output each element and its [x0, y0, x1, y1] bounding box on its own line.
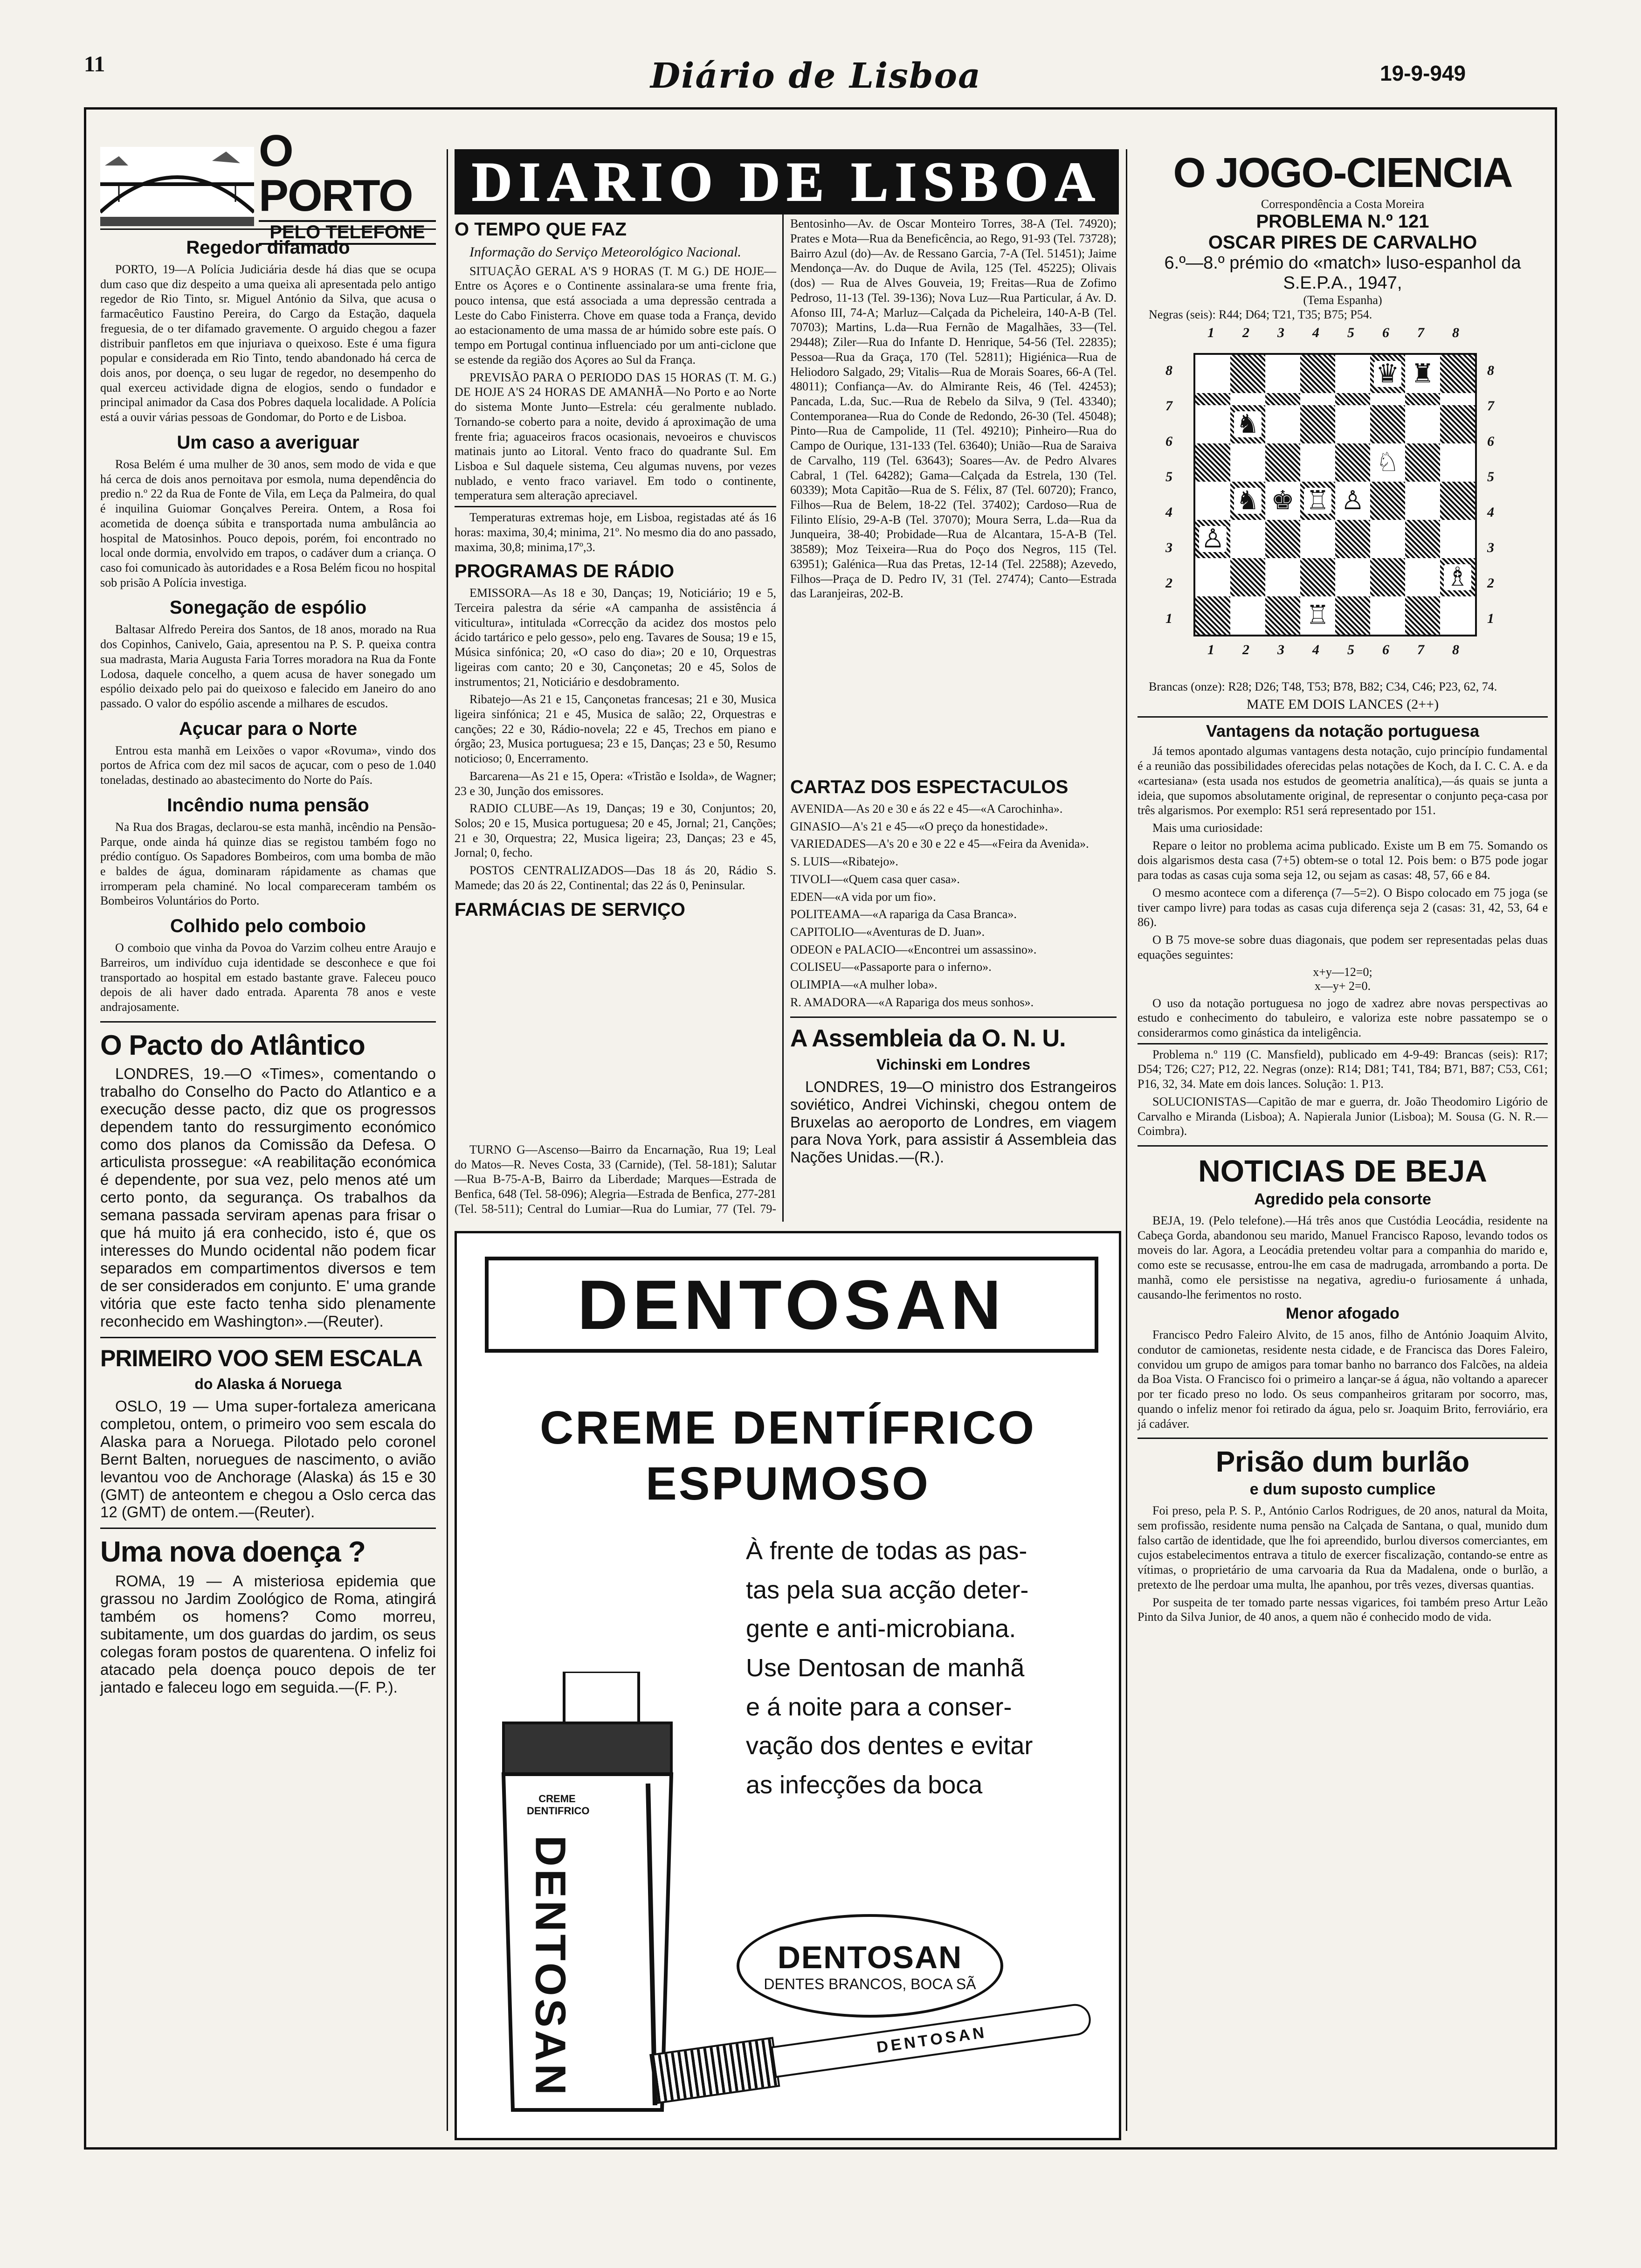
chess-square — [1300, 355, 1335, 393]
divider — [1138, 1043, 1548, 1044]
xadrez-title: O JOGO-CIENCIA — [1173, 150, 1512, 196]
chess-square — [1230, 520, 1265, 558]
chess-square — [1265, 558, 1300, 596]
radio-para-4: RADIO CLUBE—As 19, Danças; 19 e 30, Conjuntos; 20, Solos; 20 e 15, Musica portuguesa; 20 e 45, Jornal; 21, Canções; 21 e 30, Orquestra; 22, Musica ligeira; 23, Danças; 23 e 45, Jornal; 0, fecho. — [455, 802, 776, 860]
radio-title: PROGRAMAS DE RÁDIO — [455, 561, 675, 582]
chess-square — [1405, 393, 1440, 405]
ad-brand-banner — [485, 1257, 1098, 1353]
chess-square — [1195, 393, 1230, 405]
xadrez-byline: Correspondência a Costa Moreira — [1261, 197, 1425, 211]
chess-square — [1440, 558, 1475, 596]
ad-headline-2: ESPUMOSO — [646, 1458, 930, 1510]
chess-square — [1370, 355, 1405, 393]
porto-body-1: PORTO, 19—A Polícia Judiciária desde há dias que se ocupa dum caso que diz despeito a uma queixa ali apresentada pelo antigo regedor de Rio Tinto, sr. Miguel António da Silva, que acusa o farmacêutico Faustino Pereira, do Cargo da Estação, daquela freguesia, de o ter difamado gravemente. O arguido chegou a fazer distribuir panfletos em que injuriava o queixoso. Este é uma figura popular e considerada em Rio Tinto, tendo abandonado há cerca de dois anos, por doença, o seu lugar de regedor, no desempenho do qual exerceu actividade digna de elogios, sendo o fundador e principal animador da Casa dos Pobres daquela localidade. A Polícia está a ouvir várias pessoas de Gondomar, do Porto e de Lisboa. — [100, 263, 436, 424]
chess-square — [1265, 393, 1300, 405]
file-labels-top — [1193, 325, 1473, 341]
chess-square — [1300, 520, 1335, 558]
radio-para-1: EMISSORA—As 18 e 30, Danças; 19, Noticiário; 19 e 5, Terceira palestra da série «A campanha de assistência á viticultura», intitulada «Correcção da acidez dos mostos pelo ácido tartárico e pelo gesso», pelo eng. Tavares de Sousa; 19 e 15, Música sinfónica; 20, «O caso do dia»; 20 e 10, Orquestras ligeiras com canto; 20 e 30, Cançonetas; 20 e 45, Solos de instrumentos; 21, Noticiário e desdobramento. — [455, 586, 776, 689]
beja-title: NOTICIAS DE BEJA — [1198, 1153, 1487, 1188]
chess-square — [1440, 520, 1475, 558]
voo-subtitle: do Alaska á Noruega — [194, 1375, 342, 1392]
chess-square — [1265, 405, 1300, 443]
porto-body-6: O comboio que vinha da Povoa do Varzim colheu entre Araujo e Barreiros, um indivíduo cuja identidade se desconhece e que foi transportado ao hospital em estado bastante grave. Faleceu pouco depois de ali haver dado entrada. Aparenta 78 anos e veste andrajosamente. — [100, 941, 436, 1014]
ad-copy-line: À frente de todas as pas- — [746, 1537, 1027, 1565]
rank-label: 1 — [1165, 610, 1172, 626]
chess-piece-icon: ♚ — [1269, 488, 1296, 514]
equation-2: x—y+ 2=0. — [1314, 979, 1371, 993]
rank-label: 1 — [1487, 610, 1494, 626]
rank-label: 3 — [1487, 539, 1494, 555]
tube-small-label: CREME DENTIFRICO — [527, 1793, 590, 1817]
onu-body: LONDRES, 19—O ministro dos Estrangeiros soviético, Andrei Vichinski, chegou ontem de Bruxelas ao aeroporto de Londres, em viagem para Nova York, para assistir á Assembleia das Nações Unidas.—(R.). — [790, 1078, 1117, 1166]
column-tempo — [455, 219, 776, 924]
chess-square — [1370, 405, 1405, 443]
chess-piece-icon: ♖ — [1304, 602, 1331, 629]
chess-square — [1230, 482, 1265, 520]
porto-body-4: Entrou esta manhã em Leixões o vapor «Rovuma», vindo dos portos de Africa com dez mil sacos de açucar, com o peso de 1.040 toneladas, destinado ao abastecimento do Norte do País. — [100, 743, 436, 787]
rank-labels-right — [1487, 353, 1494, 636]
file-label: 2 — [1242, 642, 1249, 657]
cartaz-item-7: POLITEAMA—«A rapariga da Casa Branca». — [790, 907, 1017, 921]
chess-piece-icon: ♞ — [1234, 488, 1261, 514]
rank-labels-left — [1165, 353, 1172, 636]
rank-label: 4 — [1165, 504, 1172, 520]
divider — [100, 1337, 436, 1338]
pacto-body: LONDRES, 19.—O «Times», comentando o trabalho do Conselho do Pacto do Atlantico e a execução desse pacto, diz que os progressos dependem tanto do ressurgimento económico como dos planos da Comissão da Defesa. O articulista prossegue: «A reabilitação económica é dependente, por sua vez, pelo menos até um certo ponto, da segurança. Os trabalhos da semana passada serviram apenas para frisar o que há muito já era conhecido, isto é, que os interesses do Mundo ocidental não podem ficar separados em compartimentos diversos e tem de ser considerados em conjunto. E' uma grande vitória que este facto tenha sido plenamente reconhecido em Washington».—(Reuter). — [100, 1065, 436, 1330]
chess-square — [1230, 355, 1265, 393]
cartaz-item-8: CAPITOLIO—«Aventuras de D. Juan». — [790, 925, 985, 939]
vantagens-title: Vantagens da notação portuguesa — [1206, 721, 1480, 741]
burlao-subtitle: e dum suposto cumplice — [1249, 1480, 1436, 1499]
chess-square — [1195, 482, 1230, 520]
chess-square — [1300, 558, 1335, 596]
farmacias-body-cont: Bentosinho—Av. de Oscar Monteiro Torres, 38-A (Tel. 74920); Prates e Mota—Rua da Beneficência, ao Rego, 91-93 (Tel. 73728); Bairro Azul (do)—Av. de Ressano Garcia, 7-A (Tel. 51451); Jaime Mendonça—Av. do Duque de Avila, 125 (Tel. 45225); Olivais (dos) — Rua de Alves Gouveia, 19; Freitas—Rua de Zofimo Pedroso, 11-13 (Tel. 39-136); Nova Luz—Rua Particular, á Av. D. Afonso III, 74-A; Marluz—Calçada da Picheleira, 140-A-B (Tel. 70703); Martins, L.da—Rua Fernão de Magalhães, 33—(Tel. 29448); Ziler—Rua do Infante D. Henrique, 54-56 (Tel. 22835); Pessoa—Rua da Graça, 170 (Tel. 52811); Higiénica—Rua de Heliodoro Salgado, 29; Vitalis—Rua de Morais Soares, 66-A (Tel. 48011); Confiança—Av. do Almirante Reis, 46 (Tel. 42453); Pancada, L.da, Suc.—Rua de Rebelo da Silva, 9 (Tel. 43340); Contemporanea—Rua do Conde de Redondo, 26-30 (Tel. 45048); Pinto—Rua de Campolide, 11 (Tel. 49210); Pinheiro—Rua do Campo de Ourique, 131-133 (Tel. 63640); União—Rua de Saraiva de Carvalho, 119 (Tel. 63643); Soares—Av. de Pedro Alvares Cabral, 1 (Tel. 64282); Gama—Calçada da Estrela, 130 (Tel. 60339); Mota Capitão—Rua de S. Félix, 87 (Tel. 60720); Franco, Filhos—Rua de Belem, 18-22 (Tel. 37402); Cardoso—Rua de Filinto Elísio, 29-A-B (Tel. 37070); Moura Serra, L.da—Rua da Junqueira, 38-40; Probidade—Rua de Alcantara, 15-A-B (Tel. 38589); Moz Teixeira—Rua do Poço dos Negros, 115 (Tel. 63951); Galénica—Rua das Pretas, 12-14 (Tel. 22588); Azevedo, Filhos—Praça de D. Pedro IV, 31 (Tel. 27474); Canto—Estrada das Laranjeiras, 202-B. — [790, 219, 1117, 601]
chess-square — [1335, 405, 1370, 443]
vantagens-para-3: Repare o leitor no problema acima publicado. Existe um B em 75. Somando os dois algarismos desta casa (7+5) obtem-se o total 12. Pois bem: o B75 pode jogar para todas as casas cuja soma seja 12, ou sejam as casas: 48, 57, 66 e 84. — [1138, 838, 1548, 882]
chess-square — [1440, 482, 1475, 520]
chess-square — [1265, 355, 1300, 393]
chess-square — [1300, 443, 1335, 482]
cartaz-item-9: ODEON e PALACIO—«Encontrei um assassino». — [790, 942, 1037, 956]
chess-square — [1335, 596, 1370, 635]
file-label: 4 — [1312, 325, 1319, 340]
ad-brand: DENTOSAN — [577, 1265, 1006, 1344]
chess-square — [1195, 520, 1230, 558]
tempo-para-2: PREVISÃO PARA O PERIODO DAS 15 HORAS (T. M. G.) DE HOJE A'S 24 HORAS DE AMANHÃ—No Porto e ao Norte do sistema Monte Junto—Estrela: céu geralmente nublado. Tornando-se coberto para a noite, devido á aproximação de uma frente fria; aguaceiros fracos ocasionais, nevoeiros e chuviscos matinais junto ao Litoral. Vento fraco do quadrante Sul. Em Lisboa e Sul daquele sistema, Ceu algumas nuvens, por vezes nublado, e vento fraco variavel. Em todo o continente, temperatura sem alteração apreciavel. — [455, 370, 776, 503]
chess-square — [1405, 558, 1440, 596]
file-label: 4 — [1312, 642, 1319, 657]
chess-piece-icon: ♛ — [1374, 361, 1401, 387]
chess-piece-icon: ♗ — [1444, 564, 1471, 590]
chess-square — [1335, 558, 1370, 596]
beja-head-1: Agredido pela consorte — [1254, 1190, 1431, 1208]
chess-square — [1440, 405, 1475, 443]
chess-square — [1230, 443, 1265, 482]
xadrez-problem: PROBLEMA N.º 121 — [1256, 211, 1429, 232]
brush-head-icon — [649, 2037, 780, 2104]
radio-para-2: Ribatejo—As 21 e 15, Cançonetas francesas; 21 e 30, Musica ligeira sinfónica; 21 e 45, Musica de salão; 22, Orquestras e canções; 22 e 30, Rádio-novela; 22 e 45, Trechos em piano e órgão; 23, Musica portuguesa; 23 e 15, Danças; 23 e 50, Resumo noticioso; 0, Encerramento. — [455, 692, 776, 766]
xadrez-author: OSCAR PIRES DE CARVALHO — [1208, 232, 1477, 253]
column-porto — [100, 125, 436, 1699]
chess-square — [1265, 482, 1300, 520]
rank-label: 6 — [1487, 433, 1494, 449]
chess-piece-icon: ♙ — [1339, 488, 1366, 514]
dentosan-ad — [455, 1231, 1121, 2140]
divider — [100, 1528, 436, 1529]
ad-copy-line: e á noite para a conser- — [746, 1693, 1012, 1721]
chess-square — [1265, 520, 1300, 558]
cartaz-item-11: OLIMPIA—«A mulher loba». — [790, 978, 938, 992]
chess-piece-icon: ♞ — [1234, 411, 1261, 437]
chess-piece-icon: ♜ — [1409, 361, 1436, 387]
porto-bridge-illustration — [100, 147, 254, 226]
voo-title: PRIMEIRO VOO SEM ESCALA — [100, 1345, 422, 1371]
porto-body-5: Na Rua dos Bragas, declarou-se esta manhã, incêndio na Pensão-Parque, onde ainda há quinze dias se registou também fogo no prédio contíguo. Os Sapadores Bombeiros, com uma bomba de mão e baldes de água, dominaram rápidamente as chamas que irromperam pela chaminé. No local compareceram também os Bombeiros Voluntários do Porto. — [100, 820, 436, 908]
farmacias-body: TURNO G—Ascenso—Bairro da Encarnação, Rua 19; Leal do Matos—R. Neves Costa, 33 (Carnide), (Tel. 58-181); Salutar—Rua B-75-A-B, Bairro da Liberdade; Marques—Estrada de Benfica, 648 (Tel. 58-096); Alegria—Estrada de Benfica, 277-281 (Tel. 58-511); Central do Lumiar—Rua do Lumiar, 77 (Tel. 79- — [455, 1143, 776, 1216]
chess-square — [1370, 482, 1405, 520]
rank-label: 8 — [1487, 362, 1494, 378]
column-cartaz — [790, 219, 1117, 1169]
chess-square — [1335, 355, 1370, 393]
ad-copy-line: gente e anti-microbiana. — [746, 1615, 1016, 1643]
porto-body-3: Baltasar Alfredo Pereira dos Santos, de 18 anos, morado na Rua dos Copinhos, Canivelo, Gaia, apresentou na P. S. P. queixa contra sua madrasta, Maria Augusta Faria Torres moradora na Rua da Fonte Lodosa, daquele concelho, a quem acusa de haver sonegado um espólio deixado pelo pai do queixoso e falecido em Janeiro do ano passado. O valor do espólio ascende a milhares de escudos. — [100, 622, 436, 710]
burlao-para-2: Por suspeita de ter tomado parte nessas vigarices, foi também preso Artur Leão Pinto da Silva Junior, de 40 anos, a quem não é conhecido modo de vida. — [1138, 1595, 1548, 1624]
chess-square — [1370, 520, 1405, 558]
chess-square — [1335, 520, 1370, 558]
file-label: 8 — [1452, 325, 1459, 340]
brush-brand: DENTOSAN — [876, 2023, 988, 2056]
chess-square — [1230, 393, 1265, 405]
tempo-title: O TEMPO QUE FAZ — [455, 219, 627, 240]
chess-square — [1370, 596, 1405, 635]
vantagens-para-6: O uso da notação portuguesa no jogo de xadrez abre novas perspectivas ao estudo e conhecimento do tabuleiro, e valoriza este nobre passatempo se o considerarmos como ginástica da inteligência. — [1138, 996, 1548, 1039]
rank-label: 7 — [1165, 398, 1172, 414]
ad-copy-line: vação dos dentes e evitar — [746, 1732, 1033, 1760]
chess-square — [1405, 443, 1440, 482]
tempo-para-3: Temperaturas extremas hoje, em Lisboa, registadas até ás 16 horas: maxima, 30,4; minima, 21º. No mesmo dia do ano passado, maxima, 30,8; minima,17º,3. — [455, 511, 776, 554]
chess-square — [1335, 393, 1370, 405]
badge-brand: DENTOSAN — [777, 1939, 963, 1975]
file-label: 8 — [1452, 642, 1459, 657]
vantagens-para-8: SOLUCIONISTAS—Capitão de mar e guerra, dr. João Theodomiro Ligório de Carvalho e Miranda (Lisboa); A. Napierala Junior (Lisboa); M. Sousa (G. N. R.—Coimbra). — [1138, 1094, 1548, 1138]
divider — [455, 506, 776, 507]
farmacias-body-box — [455, 1142, 776, 1217]
cartaz-item-3: VARIEDADES—A's 20 e 30 e 22 e 45—«Feira da Avenida». — [790, 837, 1089, 851]
chess-square — [1370, 393, 1405, 405]
doenca-body: ROMA, 19 — A misteriosa epidemia que grassou no Jardim Zoológico de Roma, atingirá também os homens? Como morreu, subitamente, um dos guardas do jardim, os seus colegas foram postos de quarentena. O infeliz foi atacado pela doença pouco depois de ter jantado e faleceu logo em seguida.—(F. P.). — [100, 1572, 436, 1696]
rank-label: 4 — [1487, 504, 1494, 520]
chess-square — [1195, 405, 1230, 443]
file-label: 5 — [1347, 642, 1354, 657]
porto-head-4: Açucar para o Norte — [179, 718, 358, 739]
radio-para-3: Barcarena—As 21 e 15, Opera: «Tristão e Isolda», de Wagner; 23 e 30, Junção dos emissores. — [455, 769, 776, 798]
rank-label: 2 — [1487, 575, 1494, 591]
porto-subtitle: PELO TELEFONE — [259, 220, 436, 245]
beja-head-2: Menor afogado — [1286, 1305, 1400, 1323]
cartaz-item-10: COLISEU—«Passaporte para o inferno». — [790, 960, 992, 974]
file-label: 1 — [1207, 642, 1214, 657]
rank-label: 2 — [1165, 575, 1172, 591]
cartaz-item-2: GINASIO—A's 21 e 45—«O preço da honestidade». — [790, 819, 1048, 833]
rank-label: 5 — [1487, 469, 1494, 484]
chess-square — [1300, 393, 1335, 405]
chess-diagram — [1138, 325, 1548, 679]
masthead-date: 19-9-949 — [1380, 61, 1466, 85]
cartaz-item-1: AVENIDA—As 20 e 30 e ás 22 e 45—«A Carochinha». — [790, 802, 1063, 816]
chess-square — [1405, 355, 1440, 393]
column-divider-3 — [1126, 149, 1127, 2131]
porto-title-block — [259, 125, 436, 245]
divider — [100, 1021, 436, 1023]
chess-square — [1405, 596, 1440, 635]
ad-copy-line: tas pela sua acção deter- — [746, 1576, 1029, 1604]
file-label: 3 — [1277, 325, 1284, 340]
xadrez-mate: MATE EM DOIS LANCES (2++) — [1246, 697, 1439, 712]
chess-piece-icon: ♘ — [1374, 449, 1401, 476]
xadrez-brancas: Brancas (onze): R28; D26; T48, T53; B78, B82; C34, C46; P23, 62, 74. — [1149, 679, 1497, 693]
doenca-title: Uma nova doença ? — [100, 1536, 365, 1569]
divider — [790, 1016, 1117, 1018]
porto-title: O PORTO — [259, 125, 413, 221]
rank-label: 6 — [1165, 433, 1172, 449]
chess-square — [1405, 405, 1440, 443]
chess-square — [1370, 558, 1405, 596]
cartaz-item-12: R. AMADORA—«A Rapariga dos meus sonhos». — [790, 995, 1034, 1009]
vantagens-para-1: Já temos apontado algumas vantagens desta notação, cujo princípio fundamental é a reunião das possibilidades oferecidas pelas notações de Koch, da I. C. C. A. e da «cartesiana» (esta usada nos estudos de geometria analítica),—ás quais se junta a ideia, que supomos absolutamente original, de representar o conjunto peça-casa por três algarismos. Por exemplo: R51 será representado por 151. — [1138, 744, 1548, 817]
chess-square — [1440, 443, 1475, 482]
chess-square — [1230, 558, 1265, 596]
chess-square — [1405, 482, 1440, 520]
xadrez-prize: 6.º—8.º prémio do «match» luso-espanhol da S.E.P.A., 1947, — [1164, 253, 1521, 293]
equation-1: x+y—12=0; — [1313, 965, 1372, 979]
ad-copy-line: Use Dentosan de manhã — [746, 1654, 1025, 1682]
porto-head-6: Colhido pelo comboio — [170, 916, 366, 937]
chess-piece-icon: ♙ — [1199, 526, 1226, 552]
cartaz-item-4: S. LUIS—«Ribatejo». — [790, 855, 898, 869]
tempo-subtitle: Informação do Serviço Meteorológico Nacional. — [469, 244, 741, 260]
chessboard — [1193, 353, 1477, 636]
chess-square — [1300, 596, 1335, 635]
column-xadrez — [1138, 149, 1548, 1627]
chess-square — [1230, 405, 1265, 443]
chess-square — [1230, 596, 1265, 635]
divider — [1138, 716, 1548, 718]
diario-banner-text: DIARIO DE LISBOA — [472, 151, 1102, 213]
badge-slogan: DENTES BRANCOS, BOCA SÃ — [764, 1975, 976, 1992]
chess-square — [1440, 596, 1475, 635]
chess-square — [1195, 443, 1230, 482]
chess-square — [1195, 596, 1230, 635]
masthead-title: Diário de Lisboa — [650, 56, 981, 96]
chess-square — [1370, 443, 1405, 482]
cartaz-title: CARTAZ DOS ESPECTACULOS — [790, 777, 1069, 797]
cartaz-item-6: EDEN—«A vida por um fio». — [790, 890, 936, 904]
chess-square — [1440, 355, 1475, 393]
porto-head-2: Um caso a averiguar — [177, 432, 359, 453]
pacto-title: O Pacto do Atlântico — [100, 1029, 365, 1061]
vantagens-para-4: O mesmo acontece com a diferença (7—5=2). O Bispo colocado em 75 joga (se tiver campo livre) para todas as casas cuja diferença seja 2 (casas: 31, 42, 53, 64 e 86). — [1138, 885, 1548, 929]
file-label: 7 — [1417, 642, 1424, 657]
file-label: 6 — [1382, 325, 1389, 340]
divider — [1138, 1145, 1548, 1147]
porto-head-3: Sonegação de espólio — [169, 597, 367, 618]
farmacias-title: FARMÁCIAS DE SERVIÇO — [455, 899, 685, 920]
xadrez-negras: Negras (seis): R44; D64; T21, T35; B75; P54. — [1149, 308, 1372, 321]
chess-square — [1195, 558, 1230, 596]
chess-piece-icon: ♖ — [1304, 488, 1331, 514]
burlao-para-1: Foi preso, pela P. S. P., António Carlos Rodrigues, de 20 anos, natural da Moita, sem profissão, residente numa pensão na Calçada de Santana, o qual, munido dum falso cartão de identidade, que lhe foi apreendido, burlou diversos comerciantes, em cujos estabelecimentos entrava a titulo de exercer fiscalização, contando-se entre as vítimas, o proprietário de uma carvoaria da Rua da Madalena, onde o burlão, a pretexto de lhe perdoar uma multa, lhe apanhou, por três vezes, diversas quantias. — [1138, 1504, 1548, 1591]
rank-label: 8 — [1165, 362, 1172, 378]
beja-body-2: Francisco Pedro Faleiro Alvito, de 15 anos, filho de António Joaquim Alvito, condutor de camionetas, residente nesta cidade, e de Francisca das Dores Faleiro, convidou um grupo de amigos para tomar banho no barranco dos Falcões, na aldeia da Boa Vista. O Francisco foi o primeiro a lançar-se á água, não voltando a aparecer por ter ficado preso no lodo. Os seus companheiros gritaram por socorro, mas, quando o infeliz menor foi retirado da água, pelo sr. Joaquim Brito, ferroviário, era já cadáver. — [1138, 1328, 1548, 1431]
file-label: 5 — [1347, 325, 1354, 340]
vantagens-para-2: Mais uma curiosidade: — [1152, 821, 1263, 835]
farmacias-continued — [790, 219, 1117, 774]
chess-square — [1440, 393, 1475, 405]
file-label: 3 — [1277, 642, 1284, 657]
file-label: 7 — [1417, 325, 1424, 340]
column-divider-1 — [447, 149, 448, 2131]
file-label: 2 — [1242, 325, 1249, 340]
ad-copy-line: as infecções da boca — [746, 1771, 983, 1799]
porto-body-2: Rosa Belém é uma mulher de 30 anos, sem modo de vida e que há cerca de dois anos pernoitava por esmola, numa dependência do predio n.º 22 da Rua de Fonte de Vila, em Leça da Palmeira, do qual é inquilina Guiomar Gonçalves Pereira. Ontem, a Rosa foi acometida de doença súbita e transportada numa ambulância ao hospital de Matosinhos. Pouco depois, porém, foi encontrado no local onde dormia, envolvido em trapos, o cadáver dum a criança. O caso foi comunicado às autoridades e a Rosa Belém ficou no hospital sob prisão A Polícia investiga. — [100, 457, 436, 589]
porto-head-5: Incêndio numa pensão — [167, 795, 369, 816]
vantagens-para-5: O B 75 move-se sobre duas diagonais, que podem ser representadas pelas duas equações seguintes: — [1138, 933, 1548, 961]
cartaz-item-5: TIVOLI—«Quem casa quer casa». — [790, 872, 960, 886]
tube-brand: DENTOSAN — [526, 1835, 574, 2098]
column-divider-2 — [782, 149, 784, 1222]
rank-label: 7 — [1487, 398, 1494, 414]
rank-label: 5 — [1165, 469, 1172, 484]
xadrez-tema: (Tema Espanha) — [1303, 293, 1382, 307]
file-label: 1 — [1207, 325, 1214, 340]
file-label: 6 — [1382, 642, 1389, 657]
vantagens-para-7: Problema n.º 119 (C. Mansfield), publicado em 4-9-49: Brancas (seis): R17; D54; T26; C27; P12, 22. Negras (onze): R14; D81; T41, T84; B71, B87; C53, C61; P16, 32, 34. Mate em dois lances. Solução: 1. P13. — [1138, 1047, 1548, 1091]
chess-square — [1335, 482, 1370, 520]
page-number: 11 — [84, 52, 105, 76]
ad-copy — [746, 1532, 1091, 1805]
rank-label: 3 — [1165, 539, 1172, 555]
radio-para-5: POSTOS CENTRALIZADOS—Das 18 ás 20, Rádio S. Mamede; das 20 ás 22, Continental; das 22 ás 0, Peninsular. — [455, 864, 776, 892]
tempo-para-1: SITUAÇÃO GERAL A'S 9 HORAS (T. M G.) DE HOJE—Entre os Açores e o Continente assinalara-se uma frente fria, pouco intensa, que está associada a uma depressão centrada a Leste do Cabo Finisterra. Chove em quase toda a França, devido ao estacionamento de uma massa de ar húmido sobre este país. O tempo em Portugal continua influenciado por um anti-ciclone que se estende da região dos Açores ao Sul da França. — [455, 264, 776, 366]
onu-subtitle: Vichinski em Londres — [876, 1056, 1031, 1073]
chess-square — [1195, 355, 1230, 393]
ad-headline-1: CREME DENTÍFRICO — [540, 1402, 1036, 1454]
burlao-title: Prisão dum burlão — [1215, 1446, 1470, 1479]
divider — [1138, 1438, 1548, 1439]
chess-square — [1335, 443, 1370, 482]
chess-square — [1300, 482, 1335, 520]
porto-head-1: Regedor difamado — [186, 237, 350, 258]
diario-banner — [455, 149, 1119, 214]
chess-square — [1265, 443, 1300, 482]
porto-header — [100, 125, 436, 242]
onu-title: A Assembleia da O. N. U. — [790, 1024, 1066, 1052]
chess-square — [1265, 596, 1300, 635]
chess-square — [1405, 520, 1440, 558]
beja-body-1: BEJA, 19. (Pelo telefone).—Há três anos que Custódia Leocádia, residente na Cabeça Gorda, abandonou seu marido, Manuel Francisco Raposo, levando todos os moveis do lar. Agora, a Leocádia pretendeu voltar para a companhia do marido e, como este se recusasse, entrou-lhe em casa de madrugada, arrombando a porta. De manhã, como ele persistisse na negativa, agrediu-o furiosamente á unhada, causando-lhe ferimentos no rosto. — [1138, 1213, 1548, 1301]
file-labels-bottom — [1193, 642, 1473, 658]
chess-square — [1300, 405, 1335, 443]
voo-body: OSLO, 19 — Uma super-fortaleza americana completou, ontem, o primeiro voo sem escala do Alaska para a Noruega. Pilotado pelo coronel Bernt Balten, noruegues de nascimento, o avião levantou voo de Anchorage (Alaska) ás 15 e 30 (GMT) de anteontem e chegou a Oslo cerca das 12 (GMT) de ontem.—(Reuter). — [100, 1397, 436, 1521]
